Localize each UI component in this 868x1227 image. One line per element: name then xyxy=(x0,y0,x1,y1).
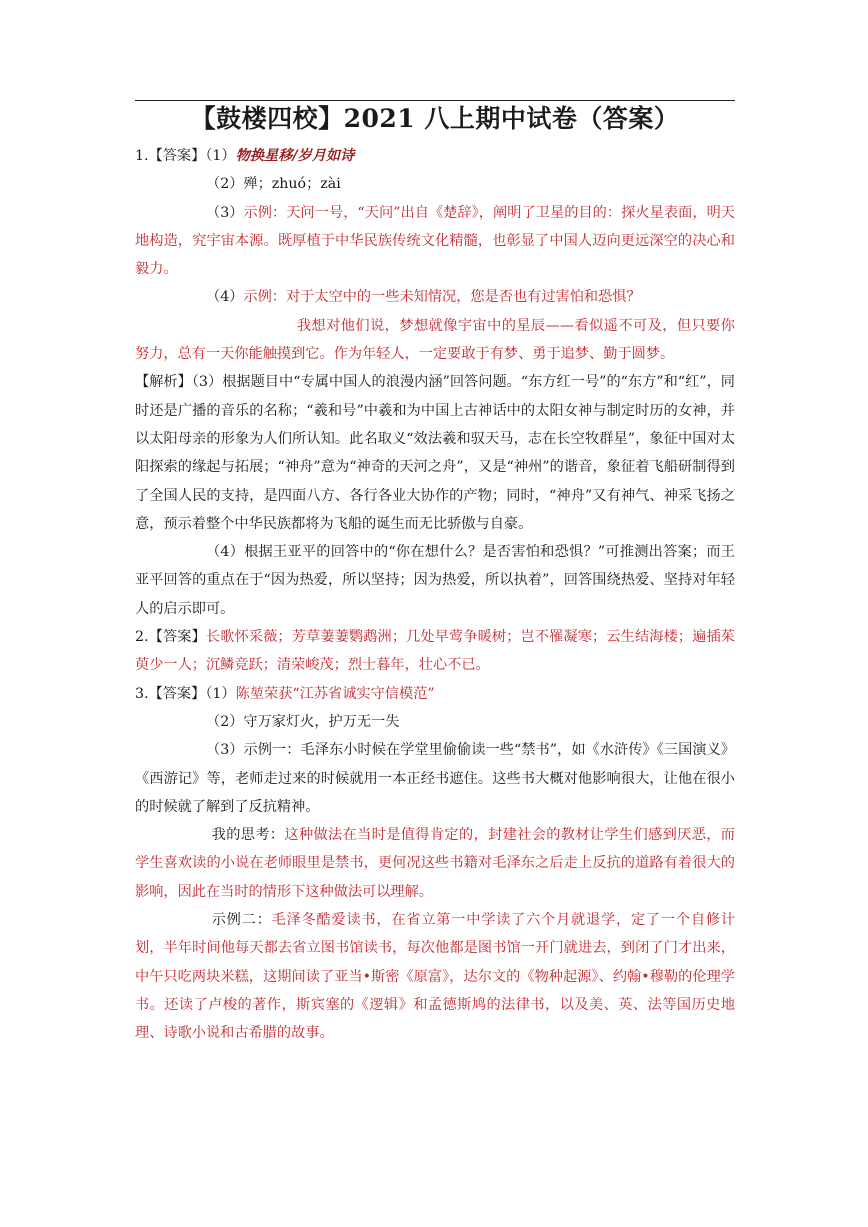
q3-p1-label: （1） xyxy=(205,685,236,702)
q2-answer-tag: 【答案】 xyxy=(148,629,206,646)
q3-p2-line xyxy=(135,708,735,736)
q1-analysis-tag: 【解析】 xyxy=(135,374,192,391)
q3-answer-line xyxy=(135,680,735,708)
q3-ex2-text: 毛泽冬酷爱读书，在省立第一中学读了六个月就退学，定了一个自修计划，半年时间他每天都去省立图书馆读书，每次他都是图书馆一开门就进去，到闭了门才出来，中午只吃两块米糕，这期间读了亚当•斯密《原富》，达尔文的《物种起源》、约翰•穆勒的伦理学书。还读了卢梭的著作，斯宾塞的《逻辑》和孟德斯鸠的法律书，以及美、英、法等国历史地理、诗歌小说和古希腊的故事。 xyxy=(135,912,735,1042)
q1-answer-line xyxy=(135,142,735,170)
q1-p3-answer: 示例：天问一号，“天问”出自《楚辞》，阐明了卫星的目的：探火星表面，明天地构造，究宇宙本源。既厚植于中华民族传统文化精髓，也彰显了中国人迈向更远深空的决心和毅力。 xyxy=(135,204,735,278)
q3-p3-label: （3） xyxy=(206,742,244,759)
q3-answer-tag: 【答案】 xyxy=(148,685,206,702)
q1-p4-line xyxy=(135,283,735,311)
q1-p2-line xyxy=(135,170,735,198)
q1-answer-tag: 【答案】 xyxy=(148,148,206,164)
q3-ex2-label: 示例二： xyxy=(211,912,272,929)
q3-p1-answer: 陈堃荣获“江苏省诚实守信模范” xyxy=(235,685,435,702)
q2-answer-line xyxy=(135,623,735,680)
q3-p3-line xyxy=(135,736,735,821)
q1-p4-answer: 示例：对于太空中的一些未知情况，您是否也有过害怕和恐惧？ xyxy=(243,289,641,306)
q3-p2-answer: 守万家灯火，护万无一失 xyxy=(243,713,400,730)
q1-analysis-3 xyxy=(135,368,735,538)
q1-p1-label: （1） xyxy=(205,148,236,164)
q1-p3-line xyxy=(135,199,735,284)
q1-p4-reply: 我想对他们说，梦想就像宇宙中的星辰——看似遥不可及，但只要你努力，总有一天你能触摸到它。作为年轻人，一定要敢于有梦、勇于追梦、勤于圆梦。 xyxy=(135,317,735,363)
q1-p2-label: （2） xyxy=(206,176,244,193)
q1-number: 1. xyxy=(135,148,149,164)
document-body xyxy=(135,142,735,1048)
q3-ex2-line xyxy=(135,906,735,1047)
q3-number: 3. xyxy=(135,685,149,702)
page-title: 【鼓楼四校】2021 八上期中试卷（答案） xyxy=(190,104,680,133)
q3-p3-answer: 示例一：毛泽东小时候在学堂里偷偷读一些“禁书”，如《水浒传》《三国演义》《西游记》等，老师走过来的时候就用一本正经书遮住。这些书大概对他影响很大，让他在很小的时候就了解到了反抗精神。 xyxy=(135,742,735,815)
q1-p1-answer: 物换星移/岁月如诗 xyxy=(235,148,355,164)
q1-p2-answer: 殚；zhuó；zài xyxy=(243,176,341,193)
q1-analysis-3-text: （3）根据题目中“专属中国人的浪漫内涵”回答问题。“东方红一号”的“东方”和“红”，同时还是广播的音乐的名称；“羲和号”中羲和为中国上古神话中的太阳女神与制定时历的女神，并以太阳母亲的形象为人们所认知。此名取义“效法羲和驭天马，志在长空牧群星”，象征中国对太阳探索的缘起与拓展；“神舟”意为“神奇的天河之舟”，又是“神州”的谐音，象征着飞船研制得到了全国人民的支持，是四面八方、各行各业大协作的产物；同时，“神舟”又有神气、神采飞扬之意，预示着整个中华民族都将为飞船的诞生而无比骄傲与自豪。 xyxy=(135,374,735,532)
q2-answer: 长歌怀采薇；芳草萋萋鹦鹉洲；几处早莺争暖树；岂不罹凝寒；云生结海楼；遍插茱萸少一人；沉鳞竞跃；清荣峻茂；烈士暮年，壮心不已。 xyxy=(135,629,735,674)
q3-think-line xyxy=(135,821,735,906)
q3-think-label: 我的思考： xyxy=(211,827,285,844)
q1-p3-label: （3） xyxy=(206,204,244,221)
q3-p2-label: （2） xyxy=(206,713,244,730)
q2-number: 2. xyxy=(135,629,149,646)
q1-p4-label: （4） xyxy=(206,289,244,306)
header-rule xyxy=(135,100,735,101)
q1-analysis-4: （4）根据王亚平的回答中的“你在想什么？是否害怕和恐惧？”可推测出答案；而王亚平回答的重点在于“因为热爱，所以坚持；因为热爱，所以执着”，回答围绕热爱、坚持对年轻人的启示即可。 xyxy=(135,544,735,617)
q3-think-text: 这种做法在当时是值得肯定的，封建社会的教材让学生们感到厌恶，而学生喜欢读的小说在老师眼里是禁书，更何况这些书籍对毛泽东之后走上反抗的道路有着很大的影响，因此在当时的情形下这种做法可以理解。 xyxy=(135,827,735,900)
